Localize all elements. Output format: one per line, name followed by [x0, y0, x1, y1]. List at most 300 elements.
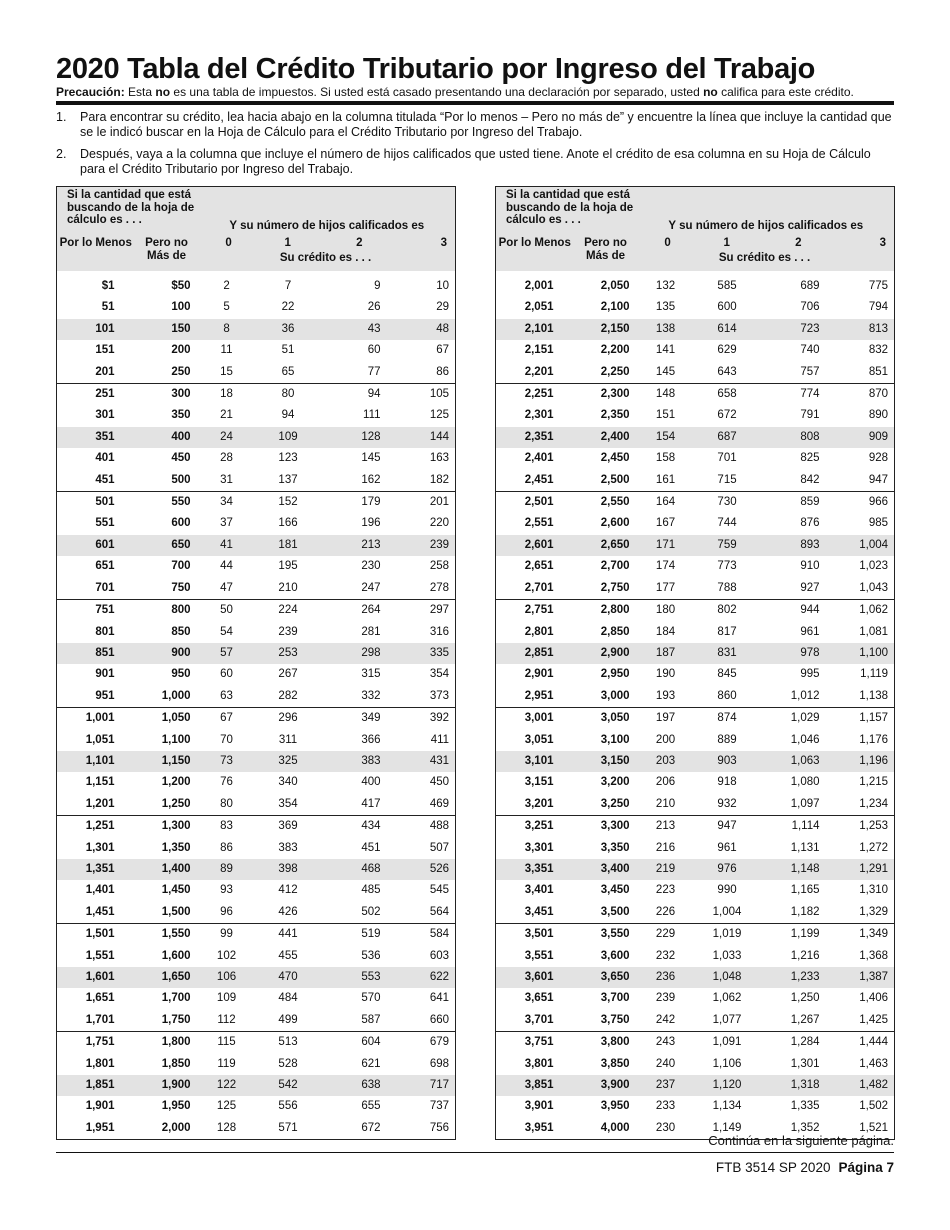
credit-1-child-cell: 990: [717, 884, 737, 897]
not-more-than-cell: 3,300: [574, 816, 638, 838]
not-more-than-cell: 2,000: [135, 1118, 199, 1140]
at-least-cell: 3,601: [496, 967, 574, 988]
credit-3-children-cell: 1,138: [832, 686, 895, 708]
credit-1-child-cell: 600: [717, 301, 737, 314]
not-more-than-cell: 2,650: [574, 535, 638, 556]
credit-3-children-cell: 373: [393, 686, 456, 708]
credit-0-children-cell: 28: [220, 452, 233, 465]
credit-table-right: [495, 186, 895, 1140]
table-row: [496, 816, 895, 838]
credit-3-children-cell: 507: [393, 838, 456, 859]
credit-1-child-cell: 629: [717, 344, 737, 357]
credit-2-children-cell: 910: [800, 560, 820, 573]
credit-2-children-cell: 842: [800, 473, 820, 486]
credit-1-child-cell: 556: [278, 1100, 298, 1113]
instruction-item: [56, 147, 896, 177]
at-least-cell: 1,401: [57, 880, 135, 901]
at-least-cell: 3,451: [496, 902, 574, 924]
credit-0-children-cell: 54: [220, 625, 233, 638]
credit-1-child-cell: 571: [259, 1118, 318, 1140]
credit-3-children-cell: 392: [393, 708, 456, 730]
table-row: [496, 600, 895, 622]
not-more-than-cell: 1,350: [161, 841, 191, 854]
at-least-cell: 3,201: [496, 794, 574, 816]
credit-2-children-cell: 570: [361, 992, 381, 1005]
credit-0-children-cell: 93: [220, 884, 233, 897]
not-more-than-cell: 2,550: [574, 492, 638, 514]
credit-1-child-cell: 253: [259, 643, 318, 664]
credit-2-children-cell: 1,250: [790, 992, 820, 1005]
table-row: [57, 902, 456, 924]
credit-0-children-cell: 135: [655, 301, 676, 314]
credit-1-child-cell: 311: [278, 733, 298, 746]
credit-1-child-cell: 1,019: [698, 924, 757, 946]
not-more-than-cell: 4,000: [574, 1118, 638, 1140]
credit-3-children-cell: 717: [393, 1075, 456, 1096]
credit-1-child-cell: 643: [717, 365, 737, 378]
table-row: [57, 880, 456, 901]
not-more-than-cell: 400: [135, 427, 199, 448]
not-more-than-cell: 2,750: [600, 581, 630, 594]
credit-0-children-cell: 193: [655, 689, 676, 702]
credit-0-children-cell: 122: [199, 1075, 259, 1096]
at-least-cell: 1,701: [57, 1010, 135, 1032]
credit-3-children-cell: 966: [832, 492, 895, 514]
at-least-cell: 2,101: [496, 319, 574, 340]
not-more-than-cell: 350: [171, 409, 191, 422]
at-least-cell: 3,751: [496, 1032, 574, 1054]
at-least-cell: 1,901: [57, 1096, 135, 1117]
credit-1-child-cell: 1,091: [698, 1032, 757, 1054]
table-row: [496, 643, 895, 664]
at-least-cell: $1: [57, 276, 135, 297]
table-row: [57, 816, 456, 838]
table-row: [57, 1118, 456, 1140]
credit-2-children-cell: 740: [800, 344, 820, 357]
credit-2-children-cell: 825: [800, 452, 820, 465]
at-least-cell: 3,851: [496, 1075, 574, 1096]
table-row: [57, 686, 456, 708]
table-row: [57, 297, 456, 318]
credit-2-children-cell: 1,012: [790, 689, 820, 702]
caution-text: califica para este crédito.: [717, 85, 854, 99]
table-row: [57, 1032, 456, 1054]
credit-3-children-cell: 1,291: [832, 859, 895, 880]
instructions: [56, 110, 896, 184]
at-least-cell: 651: [57, 556, 135, 577]
credit-2-children-cell: 927: [800, 581, 820, 594]
table-row: [496, 492, 895, 514]
credit-1-child-cell: 528: [278, 1057, 298, 1070]
credit-0-children-cell: 187: [638, 643, 698, 664]
table-row: [57, 600, 456, 622]
credit-2-children-cell: 196: [361, 517, 381, 530]
credit-2-children-cell: 332: [361, 689, 381, 702]
credit-3-children-cell: 1,444: [832, 1032, 895, 1054]
at-least-cell: 351: [57, 427, 135, 448]
credit-3-children-cell: 1,023: [832, 556, 895, 577]
credit-1-child-cell: 1,062: [712, 992, 742, 1005]
credit-1-child-cell: 513: [259, 1032, 318, 1054]
credit-3-children-cell: 1,349: [832, 924, 895, 946]
credit-3-children-cell: 1,196: [832, 751, 895, 772]
credit-2-children-cell: 604: [318, 1032, 393, 1054]
credit-3-children-cell: 1,463: [832, 1054, 895, 1075]
table-row: [57, 622, 456, 643]
not-more-than-cell: 3,800: [574, 1032, 638, 1054]
at-least-cell: 1,551: [57, 946, 135, 967]
credit-0-children-cell: 70: [220, 733, 233, 746]
credit-1-child-cell: 1,033: [712, 949, 742, 962]
credit-0-children-cell: 80: [220, 797, 233, 810]
not-more-than-cell: 1,700: [161, 992, 191, 1005]
table-row: [496, 946, 895, 967]
credit-3-children-cell: 1,176: [832, 730, 895, 751]
credit-header: Su crédito es . . .: [718, 252, 811, 264]
credit-2-children-cell: 536: [361, 949, 381, 962]
credit-3-children-cell: 1,215: [832, 772, 895, 793]
table-row: [496, 384, 895, 406]
credit-0-children-cell: 236: [638, 967, 698, 988]
credit-1-child-cell: 470: [259, 967, 318, 988]
credit-2-children-cell: 349: [318, 708, 393, 730]
credit-2-children-cell: 417: [361, 797, 381, 810]
credit-3-children-cell: 775: [832, 276, 895, 297]
children-1-2-header: [698, 237, 832, 271]
credit-2-children-cell: 434: [318, 816, 393, 838]
credit-0-children-cell: 219: [638, 859, 698, 880]
credit-3-children-cell: 258: [393, 556, 456, 577]
credit-0-children-cell: 96: [220, 905, 233, 918]
table-row: [496, 1010, 895, 1032]
credit-2-children-cell: 1,199: [757, 924, 832, 946]
instruction-text: Para encontrar su crédito, lea hacia abajo en la columna titulada “Por lo menos – Pero no más de” y encuentre la línea que incluye la cantidad que se le indicó buscar en la Hoja de Cálculo para el Crédito Tributario por Ingreso del Trabajo.: [80, 110, 892, 139]
credit-2-children-cell: 1,267: [790, 1013, 820, 1026]
at-least-cell: 3,301: [496, 838, 574, 859]
credit-0-children-cell: 102: [216, 949, 237, 962]
not-more-than-cell: 3,200: [600, 776, 630, 789]
credit-3-children-cell: 679: [393, 1032, 456, 1054]
credit-2-children-cell: 1,080: [790, 776, 820, 789]
children-2-header: 2: [795, 237, 802, 249]
page-number: Página 7: [838, 1160, 894, 1175]
credit-2-children-cell: 128: [318, 427, 393, 448]
credit-0-children-cell: 184: [655, 625, 676, 638]
at-least-cell: 2,751: [496, 600, 574, 622]
credit-0-children-cell: 154: [638, 427, 698, 448]
credit-1-child-cell: 585: [717, 280, 737, 292]
credit-3-children-cell: 545: [393, 880, 456, 901]
credit-0-children-cell: 41: [199, 535, 259, 556]
credit-0-children-cell: 158: [655, 452, 676, 465]
table-row: [496, 362, 895, 384]
not-more-than-cell: 550: [135, 492, 199, 514]
children-1-2-header: [259, 237, 393, 271]
credit-2-children-cell: 1,148: [757, 859, 832, 880]
credit-3-children-cell: 584: [393, 924, 456, 946]
at-least-cell: 3,501: [496, 924, 574, 946]
at-least-cell: 3,801: [496, 1054, 574, 1075]
at-least-cell: 601: [57, 535, 135, 556]
credit-2-children-cell: 621: [361, 1057, 381, 1070]
credit-1-child-cell: 730: [698, 492, 757, 514]
credit-1-child-cell: 398: [259, 859, 318, 880]
at-least-cell: 851: [57, 643, 135, 664]
credit-1-child-cell: 961: [717, 841, 737, 854]
credit-2-children-cell: 1,114: [757, 816, 832, 838]
table-row: [496, 535, 895, 556]
credit-3-children-cell: 239: [393, 535, 456, 556]
credit-3-children-cell: 832: [832, 340, 895, 361]
at-least-cell: 3,101: [496, 751, 574, 772]
table-row: [57, 276, 456, 297]
credit-0-children-cell: 190: [655, 668, 676, 681]
credit-3-children-cell: 947: [832, 470, 895, 492]
at-least-cell: 2,251: [496, 384, 574, 406]
at-least-cell: 2,551: [496, 513, 574, 534]
credit-1-child-cell: 51: [281, 344, 295, 357]
credit-1-child-cell: 947: [698, 816, 757, 838]
not-more-than-cell: 1,750: [161, 1013, 191, 1026]
at-least-cell: 3,551: [496, 946, 574, 967]
credit-2-children-cell: 689: [800, 280, 820, 292]
credit-1-child-cell: 282: [278, 689, 298, 702]
credit-2-children-cell: 1,097: [790, 797, 820, 810]
credit-3-children-cell: 1,329: [832, 902, 895, 924]
not-more-than-cell: 1,250: [161, 797, 191, 810]
not-more-than-cell: 1,300: [135, 816, 199, 838]
credit-table-left: [56, 186, 456, 1140]
not-more-than-cell: 3,350: [600, 841, 630, 854]
credit-3-children-cell: 1,234: [832, 794, 895, 816]
credit-1-child-cell: 658: [698, 384, 757, 406]
table-row: [496, 340, 895, 361]
at-least-cell: 101: [57, 319, 135, 340]
credit-1-child-cell: 889: [717, 733, 737, 746]
credit-0-children-cell: 200: [655, 733, 676, 746]
at-least-cell: 1,651: [57, 988, 135, 1009]
credit-0-children-cell: 73: [199, 751, 259, 772]
at-least-cell: 1,451: [57, 902, 135, 924]
credit-0-children-cell: 119: [217, 1057, 236, 1070]
credit-2-children-cell: 1,318: [757, 1075, 832, 1096]
credit-0-children-cell: 18: [199, 384, 259, 406]
not-more-than-cell: 150: [135, 319, 199, 340]
credit-0-children-cell: 148: [638, 384, 698, 406]
credit-2-children-cell: 876: [800, 517, 820, 530]
credit-0-children-cell: 99: [199, 924, 259, 946]
credit-2-children-cell: 1,301: [790, 1057, 820, 1070]
credit-3-children-cell: 1,387: [832, 967, 895, 988]
table-row: [57, 751, 456, 772]
not-more-than-cell: 450: [171, 452, 191, 465]
table-row: [496, 880, 895, 901]
at-least-cell: 1,501: [57, 924, 135, 946]
not-more-than-cell: 650: [135, 535, 199, 556]
table-row: [57, 405, 456, 426]
credit-2-children-cell: 893: [757, 535, 832, 556]
credit-2-children-cell: 1,063: [757, 751, 832, 772]
lookup-header: Si la cantidad que está buscando de la hoja de cálculo es . . .: [496, 187, 638, 238]
at-least-cell: 401: [57, 448, 135, 469]
at-least-cell: 1,951: [57, 1118, 135, 1140]
credit-2-children-cell: 808: [757, 427, 832, 448]
credit-1-child-cell: 296: [259, 708, 318, 730]
table-row: [496, 556, 895, 577]
credit-0-children-cell: 21: [220, 409, 233, 422]
not-more-than-cell: 2,500: [600, 473, 630, 486]
credit-2-children-cell: 791: [800, 409, 820, 422]
credit-1-child-cell: 1,048: [698, 967, 757, 988]
credit-0-children-cell: 47: [220, 581, 233, 594]
credit-1-child-cell: 1,120: [698, 1075, 757, 1096]
at-least-cell: 2,351: [496, 427, 574, 448]
credit-2-children-cell: 213: [318, 535, 393, 556]
table-row: [57, 1075, 456, 1096]
credit-3-children-cell: 163: [393, 448, 456, 469]
table-row: [496, 470, 895, 492]
table-row: [57, 924, 456, 946]
credit-2-children-cell: 26: [367, 301, 381, 314]
credit-0-children-cell: 206: [655, 776, 676, 789]
at-least-cell: 2,151: [496, 340, 574, 361]
credit-3-children-cell: 10: [393, 276, 456, 297]
credit-3-children-cell: 1,425: [832, 1010, 895, 1032]
credit-0-children-cell: 34: [199, 492, 259, 514]
not-more-than-cell: 2,400: [574, 427, 638, 448]
credit-0-children-cell: 5: [223, 301, 230, 314]
table-row: [496, 319, 895, 340]
at-least-cell: 201: [57, 362, 135, 384]
credit-2-children-cell: 961: [800, 625, 820, 638]
table-row: [496, 427, 895, 448]
credit-3-children-cell: 182: [393, 470, 456, 492]
children-1-header: 1: [284, 237, 291, 249]
credit-2-children-cell: 1,029: [757, 708, 832, 730]
credit-2-children-cell: 1,182: [790, 905, 820, 918]
credit-2-children-cell: 179: [318, 492, 393, 514]
not-more-than-cell: 1,050: [135, 708, 199, 730]
not-more-than-cell: 3,250: [600, 797, 630, 810]
table-row: [496, 513, 895, 534]
table-row: [57, 859, 456, 880]
credit-2-children-cell: 145: [361, 452, 381, 465]
credit-1-child-cell: 918: [717, 776, 737, 789]
credit-0-children-cell: 37: [220, 517, 233, 530]
credit-0-children-cell: 132: [655, 280, 676, 292]
credit-3-children-cell: 1,157: [832, 708, 895, 730]
credit-2-children-cell: 94: [318, 384, 393, 406]
credit-1-child-cell: 773: [717, 560, 737, 573]
credit-1-child-cell: 152: [259, 492, 318, 514]
not-more-than-cell: $50: [171, 280, 191, 292]
credit-1-child-cell: 441: [259, 924, 318, 946]
at-least-cell: 2,601: [496, 535, 574, 556]
not-more-than-cell: 3,850: [600, 1057, 630, 1070]
table-row: [496, 859, 895, 880]
credit-2-children-cell: 366: [361, 733, 381, 746]
credit-0-children-cell: 177: [655, 581, 676, 594]
credit-0-children-cell: 8: [199, 319, 259, 340]
table-row: [496, 448, 895, 469]
credit-1-child-cell: 65: [281, 365, 295, 378]
at-least-cell: 3,951: [496, 1118, 574, 1140]
credit-2-children-cell: 43: [318, 319, 393, 340]
not-more-than-cell: 950: [171, 668, 191, 681]
page-title: 2020 Tabla del Crédito Tributario por Ingreso del Trabajo: [56, 53, 816, 85]
credit-3-children-cell: 909: [832, 427, 895, 448]
at-least-cell: 3,151: [496, 772, 574, 793]
not-more-than-header: Pero no Más de: [574, 237, 638, 271]
children-3-header: 3: [393, 237, 456, 271]
credit-0-children-cell: 233: [655, 1100, 676, 1113]
credit-2-children-cell: 655: [361, 1100, 381, 1113]
credit-3-children-cell: 1,081: [832, 622, 895, 643]
at-least-cell: 1,351: [57, 859, 135, 880]
credit-3-children-cell: 603: [393, 946, 456, 967]
not-more-than-cell: 700: [171, 560, 191, 573]
not-more-than-cell: 1,100: [161, 733, 191, 746]
credit-2-children-cell: 706: [800, 301, 820, 314]
credit-1-child-cell: 687: [698, 427, 757, 448]
credit-2-children-cell: 264: [318, 600, 393, 622]
table-row: [57, 664, 456, 685]
not-more-than-cell: 3,600: [600, 949, 630, 962]
credit-1-child-cell: 614: [698, 319, 757, 340]
credit-0-children-cell: 223: [655, 884, 676, 897]
not-more-than-cell: 2,850: [600, 625, 630, 638]
table-row: [57, 794, 456, 816]
credit-1-child-cell: 1,106: [712, 1057, 742, 1070]
credit-2-children-cell: 1,216: [790, 949, 820, 962]
at-least-cell: 3,351: [496, 859, 574, 880]
at-least-cell: 901: [57, 664, 135, 685]
table-row: [57, 492, 456, 514]
credit-0-children-cell: 164: [638, 492, 698, 514]
at-least-cell: 2,651: [496, 556, 574, 577]
credit-2-children-cell: 978: [757, 643, 832, 664]
credit-1-child-cell: 80: [259, 384, 318, 406]
credit-0-children-cell: 24: [199, 427, 259, 448]
credit-1-child-cell: 210: [278, 581, 298, 594]
not-more-than-cell: 300: [135, 384, 199, 406]
credit-3-children-cell: 870: [832, 384, 895, 406]
credit-2-children-cell: 553: [318, 967, 393, 988]
footer-rule: [56, 1152, 894, 1153]
credit-0-children-cell: 89: [199, 859, 259, 880]
not-more-than-cell: 3,950: [600, 1100, 630, 1113]
not-more-than-header: Pero no Más de: [135, 237, 199, 271]
credit-1-child-cell: 788: [717, 581, 737, 594]
caution-emphasis: no: [703, 85, 718, 99]
credit-1-child-cell: 239: [278, 625, 298, 638]
credit-0-children-cell: 161: [655, 473, 676, 486]
instruction-item: [56, 110, 896, 140]
at-least-cell: 1,301: [57, 838, 135, 859]
caution-label: Precaución:: [56, 85, 125, 99]
credit-0-children-cell: 2: [223, 280, 230, 292]
credit-2-children-cell: 315: [361, 668, 381, 681]
credit-1-child-cell: 932: [717, 797, 737, 810]
credit-0-children-cell: 76: [220, 776, 233, 789]
not-more-than-cell: 2,950: [600, 668, 630, 681]
credit-2-children-cell: 451: [361, 841, 381, 854]
at-least-cell: 951: [57, 686, 135, 708]
children-3-header: 3: [832, 237, 895, 271]
credit-1-child-cell: 7: [284, 280, 292, 292]
credit-2-children-cell: 162: [361, 473, 381, 486]
table-row: [496, 1032, 895, 1054]
